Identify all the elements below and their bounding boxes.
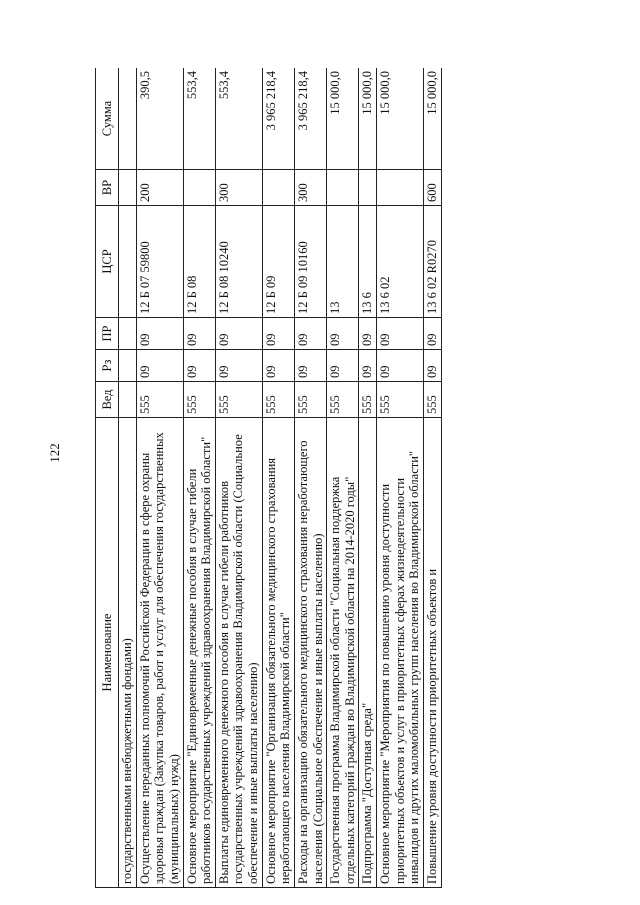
cell-pr: 09 bbox=[359, 318, 377, 350]
cell-vr bbox=[327, 170, 359, 206]
cell-sum bbox=[119, 68, 137, 170]
cell-sum: 15 000,0 bbox=[377, 68, 424, 170]
budget-table bbox=[95, 68, 442, 888]
cell-ved bbox=[119, 382, 137, 418]
cell-name: Осуществление переданных полномочий Российской Федерации в сфере охраны здоровья граждан (Закупка товаров, работ и услуг для обеспечения государственных (муниципальных) нужд) bbox=[136, 418, 183, 888]
cell-rz: 09 bbox=[136, 350, 183, 382]
cell-ved: 555 bbox=[183, 382, 215, 418]
cell-vr: 300 bbox=[294, 170, 326, 206]
header-pr: ПР bbox=[96, 318, 119, 350]
cell-rz: 09 bbox=[262, 350, 294, 382]
cell-csr: 13 6 02 bbox=[377, 206, 424, 318]
table-header-row bbox=[96, 68, 119, 888]
cell-csr: 12 Б 08 10240 bbox=[215, 206, 262, 318]
cell-rz: 09 bbox=[327, 350, 359, 382]
cell-csr: 12 Б 09 10160 bbox=[294, 206, 326, 318]
cell-pr bbox=[119, 318, 137, 350]
table-viewport bbox=[95, 68, 602, 888]
cell-name: Основное мероприятие "Организация обязательного медицинского страхования неработающего населения Владимирской области" bbox=[262, 418, 294, 888]
cell-ved: 555 bbox=[294, 382, 326, 418]
cell-pr: 09 bbox=[423, 318, 441, 350]
cell-vr: 300 bbox=[215, 170, 262, 206]
page-number: 122 bbox=[47, 443, 62, 463]
cell-name: Расходы на организацию обязательного медицинского страхования неработающего населения (Социальное обеспечение и иные выплаты населению) bbox=[294, 418, 326, 888]
cell-vr bbox=[262, 170, 294, 206]
cell-rz: 09 bbox=[359, 350, 377, 382]
cell-pr: 09 bbox=[136, 318, 183, 350]
header-name: Наименование bbox=[96, 418, 119, 888]
cell-pr: 09 bbox=[262, 318, 294, 350]
cell-name: государственными внебюджетными фондами) bbox=[119, 418, 137, 888]
cell-vr: 600 bbox=[423, 170, 441, 206]
cell-rz: 09 bbox=[215, 350, 262, 382]
cell-sum: 553,4 bbox=[183, 68, 215, 170]
cell-sum: 3 965 218,4 bbox=[262, 68, 294, 170]
cell-vr: 200 bbox=[136, 170, 183, 206]
cell-rz: 09 bbox=[377, 350, 424, 382]
cell-name: Выплаты единовременного денежного пособия в случае гибели работников государственных учреждений здравоохранения Владимирской области (Социальное обеспечение и иные выплаты населению) bbox=[215, 418, 262, 888]
cell-csr bbox=[119, 206, 137, 318]
table-row bbox=[359, 68, 377, 888]
cell-vr bbox=[183, 170, 215, 206]
table-row bbox=[262, 68, 294, 888]
cell-sum: 553,4 bbox=[215, 68, 262, 170]
cell-ved: 555 bbox=[423, 382, 441, 418]
cell-csr: 13 6 bbox=[359, 206, 377, 318]
header-ved: Вед bbox=[96, 382, 119, 418]
cell-sum: 15 000,0 bbox=[359, 68, 377, 170]
header-sum: Сумма bbox=[96, 68, 119, 170]
cell-ved: 555 bbox=[359, 382, 377, 418]
cell-csr: 13 6 02 R0270 bbox=[423, 206, 441, 318]
cell-name: Основное мероприятие "Мероприятия по повышению уровня доступности приоритетных объектов и услуг в приоритетных сферах жизнедеятельности инвалидов и других маломобильных групп населения во Владимирской области" bbox=[377, 418, 424, 888]
header-rz: Рз bbox=[96, 350, 119, 382]
cell-sum: 15 000,0 bbox=[327, 68, 359, 170]
cell-sum: 15 000,0 bbox=[423, 68, 441, 170]
cell-rz: 09 bbox=[183, 350, 215, 382]
header-vr: ВР bbox=[96, 170, 119, 206]
cell-pr: 09 bbox=[215, 318, 262, 350]
cell-name: Основное мероприятие "Единовременные денежные пособия в случае гибели работников государственных учреждений здравоохранения Владимирской области" bbox=[183, 418, 215, 888]
cell-rz: 09 bbox=[294, 350, 326, 382]
cell-vr bbox=[359, 170, 377, 206]
table-row bbox=[136, 68, 183, 888]
cell-name: Повышение уровня доступности приоритетных объектов и bbox=[423, 418, 441, 888]
cell-csr: 13 bbox=[327, 206, 359, 318]
table-row bbox=[183, 68, 215, 888]
table-row bbox=[327, 68, 359, 888]
cell-csr: 12 Б 08 bbox=[183, 206, 215, 318]
cell-ved: 555 bbox=[215, 382, 262, 418]
cell-name: Государственная программа Владимирской области "Социальная поддержка отдельных категорий граждан во Владимирской области на 2014-2020 годы" bbox=[327, 418, 359, 888]
cell-vr bbox=[377, 170, 424, 206]
cell-ved: 555 bbox=[136, 382, 183, 418]
header-csr: ЦСР bbox=[96, 206, 119, 318]
cell-vr bbox=[119, 170, 137, 206]
cell-name: Подпрограмма "Доступная среда" bbox=[359, 418, 377, 888]
cell-rz: 09 bbox=[423, 350, 441, 382]
rotated-page bbox=[95, 68, 602, 888]
cell-pr: 09 bbox=[183, 318, 215, 350]
table-row bbox=[423, 68, 441, 888]
cell-rz bbox=[119, 350, 137, 382]
cell-ved: 555 bbox=[262, 382, 294, 418]
table-row bbox=[215, 68, 262, 888]
cell-sum: 390,5 bbox=[136, 68, 183, 170]
table-row bbox=[294, 68, 326, 888]
cell-csr: 12 Б 09 bbox=[262, 206, 294, 318]
table-row bbox=[119, 68, 137, 888]
cell-csr: 12 Б 07 59800 bbox=[136, 206, 183, 318]
cell-sum: 3 965 218,4 bbox=[294, 68, 326, 170]
cell-ved: 555 bbox=[377, 382, 424, 418]
cell-pr: 09 bbox=[377, 318, 424, 350]
cell-ved: 555 bbox=[327, 382, 359, 418]
table-row bbox=[377, 68, 424, 888]
cell-pr: 09 bbox=[327, 318, 359, 350]
cell-pr: 09 bbox=[294, 318, 326, 350]
